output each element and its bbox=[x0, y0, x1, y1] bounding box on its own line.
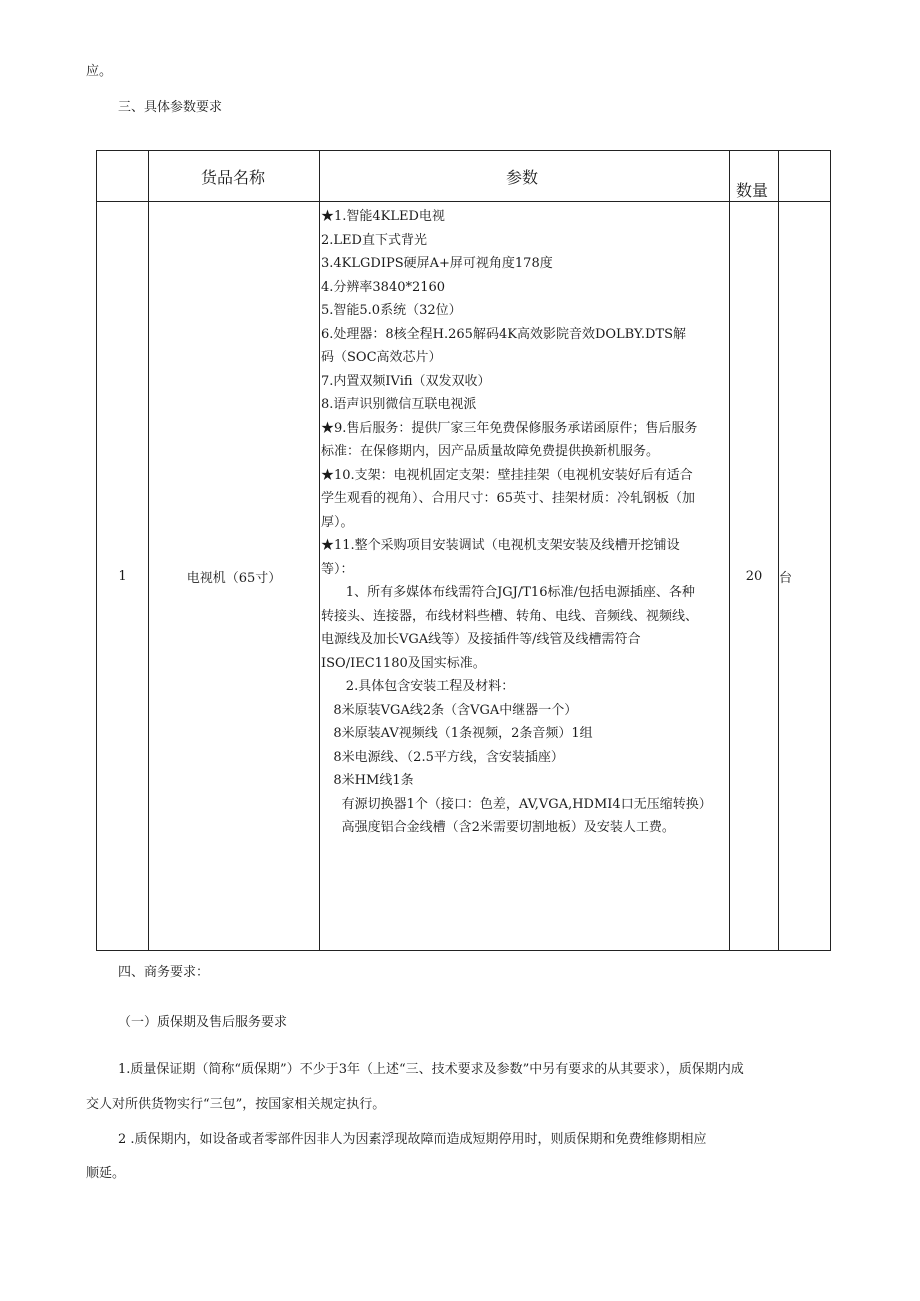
param-line: 电源线及加长VGA线等）及接插件等/线管及线槽需符合 bbox=[321, 632, 641, 647]
warranty-subheading: （一）质保期及售后服务要求 bbox=[118, 1015, 288, 1030]
header-name: 货品名称 bbox=[201, 168, 266, 187]
param-line: 3.4KLGDIPS硬屏A+屏可视角度178度 bbox=[321, 256, 553, 271]
header-quantity: 数量 bbox=[736, 181, 769, 200]
param-line: 等）： bbox=[321, 561, 354, 577]
param-line: 8米原装AV视频线（1条视频，2条音频）1组 bbox=[321, 726, 593, 741]
row-quantity: 20 bbox=[730, 202, 779, 951]
param-line: 8米原装VGA线2条（含VGA中继器一个） bbox=[321, 702, 578, 718]
header-params-cell bbox=[320, 151, 730, 202]
param-line: ISO/IEC1180及国实标准。 bbox=[321, 655, 486, 671]
header-index-cell bbox=[97, 151, 149, 202]
param-line: ★11.整个采购项目安装调试（电视机支架安装及线槽开挖铺设 bbox=[321, 538, 680, 553]
param-line: 码（SOC高效芯片） bbox=[321, 350, 442, 365]
table-row bbox=[97, 202, 831, 951]
param-line: 4.分辨率3840*2160 bbox=[321, 279, 446, 295]
param-line: 8米HM线1条 bbox=[321, 773, 414, 788]
param-line: 学生观看的视角）、合用尺寸：65英寸、挂架材质：冷轧钢板（加 bbox=[321, 491, 696, 506]
param-line: 8米电源线、（2.5平方线，含安装插座） bbox=[321, 749, 564, 765]
row-index: 1 bbox=[97, 202, 149, 951]
header-params: 参数 bbox=[506, 168, 539, 187]
param-line: 5.智能5.0系统（32位） bbox=[321, 303, 462, 318]
param-line: 厚）。 bbox=[321, 514, 354, 530]
section4-heading: 四、商务要求： bbox=[118, 965, 210, 980]
table-header-row bbox=[97, 151, 831, 202]
warranty-paragraph-1-line-2: 交人对所供货物实行“三包”，按国家相关规定执行。 bbox=[86, 1097, 386, 1112]
param-line: 转接头、连接器，布线材料些槽、转角、电线、音频线、视频线、 bbox=[321, 608, 699, 624]
param-line: 6.处理器：8核全程H.265解码4K高效影院音效DOLBY.DTS解 bbox=[321, 326, 687, 342]
param-line: ★9.售后服务：提供厂家三年免费保修服务承诺函原件；售后服务 bbox=[321, 420, 698, 436]
continuation-text: 应。 bbox=[86, 64, 113, 79]
param-line: 1、所有多媒体布线需符合JGJ/T16标准/包括电源插座、各种 bbox=[321, 585, 695, 600]
row-product-name: 电视机（65寸） bbox=[149, 202, 320, 951]
header-quantity-cell bbox=[730, 151, 779, 202]
param-list bbox=[320, 202, 729, 840]
param-line: 有源切换器1个（接口：色差，AV,VGA,HDMI4口无压缩转换） bbox=[321, 796, 712, 812]
header-name-cell bbox=[149, 151, 320, 202]
param-line: 高强度铝合金线槽（含2米需要切割地板）及安装人工费。 bbox=[321, 820, 675, 835]
param-line: 2.LED直下式背光 bbox=[321, 232, 427, 248]
param-line: 标准：在保修期内，因产品质量故障免费提供换新机服务。 bbox=[321, 444, 660, 459]
param-line: ★1.智能4KLED电视 bbox=[321, 209, 445, 224]
row-params-cell bbox=[320, 202, 730, 951]
param-line: 7.内置双频IVifi（双发双收） bbox=[321, 373, 491, 389]
row-unit: 台 bbox=[779, 202, 831, 951]
section3-heading: 三、具体参数要求 bbox=[118, 100, 223, 115]
warranty-paragraph-2-line-1: 2 .质保期内，如设备或者零部件因非人为因素浮现故障而造成短期停用时，则质保期和免费维修期相应 bbox=[118, 1132, 707, 1147]
param-line: 8.语声识别微信互联电视派 bbox=[321, 397, 477, 412]
param-line: ★10.支架：电视机固定支架：壁挂挂架（电视机安装好后有适合 bbox=[321, 467, 693, 483]
warranty-paragraph-2-line-2: 顺延。 bbox=[86, 1166, 126, 1181]
spec-table bbox=[96, 150, 831, 951]
warranty-paragraph-1-line-1: 1.质量保证期（简称“质保期”）不少于3年（上述“三、技术要求及参数”中另有要求的从其要求），质保期内成 bbox=[118, 1062, 744, 1077]
param-line: 2.具体包含安装工程及材料： bbox=[321, 679, 515, 694]
header-unit-cell bbox=[779, 151, 831, 202]
